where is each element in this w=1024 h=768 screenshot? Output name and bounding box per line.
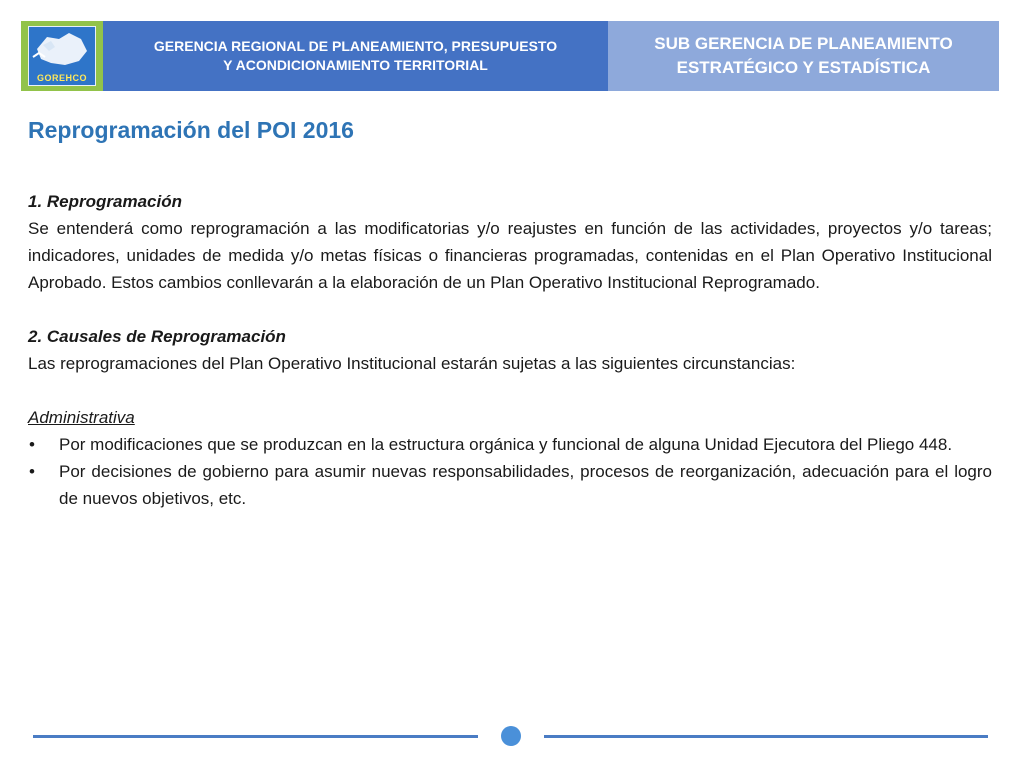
footer-dot: [501, 726, 521, 746]
header-left-line1: GERENCIA REGIONAL DE PLANEAMIENTO, PRESUPUESTO: [153, 38, 558, 54]
slide-content: [28, 188, 992, 512]
header-right-line2: ESTRATÉGICO Y ESTADÍSTICA: [676, 58, 931, 77]
footer-line-right: [544, 735, 988, 738]
list-item-text: Por decisiones de gobierno para asumir nuevas responsabilidades, procesos de reorganización, adecuación para el logro de nuevos objetivos, etc.: [59, 462, 992, 508]
footer-line-left: [33, 735, 478, 738]
list-item: [28, 431, 992, 458]
slide-header: [21, 21, 999, 91]
gorehco-logo: [21, 21, 103, 91]
section2-heading: 2. Causales de Reprogramación: [28, 327, 286, 346]
bullet-icon: •: [29, 462, 35, 481]
header-right-line1: SUB GERENCIA DE PLANEAMIENTO: [654, 34, 953, 53]
page-title: Reprogramación del POI 2016: [28, 117, 354, 143]
list-item: [28, 458, 992, 512]
section1-heading: 1. Reprogramación: [28, 192, 182, 211]
header-right-panel: [608, 21, 999, 91]
logo-text: GOREHCO: [36, 73, 87, 83]
section1-body: Se entenderá como reprogramación a las modificatorias y/o reajustes en función de las actividades, proyectos y/o tareas; indicadores, unidades de medida y/o metas físicas o financieras programadas, contenidas en el Plan Operativo Institucional Aprobado. Estos cambios conllevarán a la elaboración de un Plan Operativo Institucional Reprogramado.: [28, 219, 992, 292]
header-left-line2: Y ACONDICIONAMIENTO TERRITORIAL: [223, 57, 488, 73]
section2-body: Las reprogramaciones del Plan Operativo Institucional estarán sujetas a las siguientes circunstancias:: [28, 354, 796, 373]
bullet-icon: •: [29, 435, 35, 454]
logo-emblem: [28, 26, 96, 86]
spacer: [28, 296, 992, 323]
list-item-text: Por modificaciones que se produzcan en la estructura orgánica y funcional de alguna Unidad Ejecutora del Pliego 448.: [59, 435, 953, 454]
administrativa-subheading: Administrativa: [28, 408, 135, 427]
bullet-list: [28, 431, 992, 512]
header-left-panel: [103, 21, 608, 91]
spacer: [28, 377, 992, 404]
